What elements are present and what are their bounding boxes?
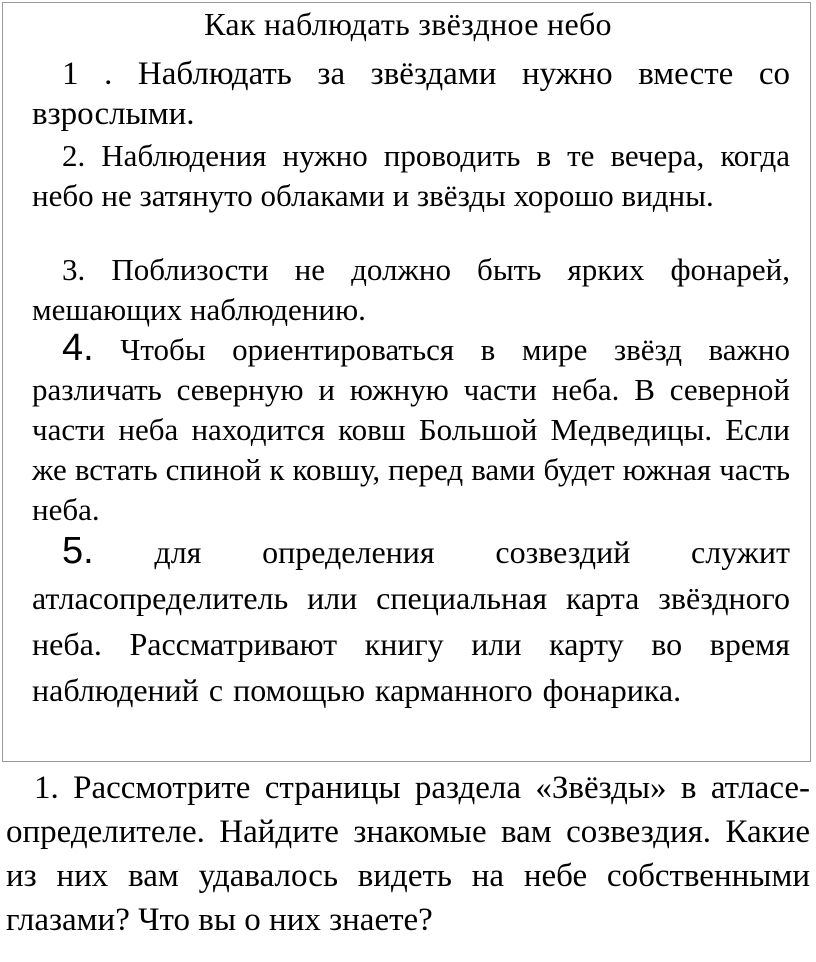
task-text: Рассмотрите страницы раздела «Звёзды» в атласе-определителе. Найдите знакомые вам созвездия. Какие из них вам удавалось видеть на небе собственными глазами? Что вы о них знаете? xyxy=(6,770,811,938)
rule-text: Чтобы ориентироваться в мире звёзд важно различать северную и южную части неба. В северной части неба находится ковш Большой Медведицы. Если же встать спиной к ковшу, перед вами будет южная часть неба. xyxy=(32,332,790,527)
rule-text: для определения созвездий служит атласопределитель или специальная карта звёздного неба. Рассматривают книгу или карту во время наблюдений с помощью карманного фонарика. xyxy=(32,534,790,708)
rule-number: 5. xyxy=(62,530,94,572)
rule-item-2 xyxy=(32,136,790,216)
rule-text: Наблюдения нужно проводить в те вечера, когда небо не затянуто облаками и звёзды хорошо видны. xyxy=(32,138,791,213)
rule-item-5 xyxy=(32,528,790,713)
rule-number: 2. xyxy=(62,138,86,173)
rule-text: Наблюдать за звёздами нужно вместе со взрослыми. xyxy=(32,56,791,132)
rule-number: 3. xyxy=(62,252,86,287)
rule-item-1 xyxy=(32,54,790,134)
rule-text: Поблизости не должно быть ярких фонарей, мешающих наблюдению. xyxy=(32,252,790,327)
rule-item-4 xyxy=(32,328,790,530)
rule-item-3 xyxy=(32,250,790,330)
task-number: 1. xyxy=(34,770,59,806)
rule-number: 4. xyxy=(62,327,94,369)
page-title: Как наблюдать звёздное небо xyxy=(204,6,612,42)
task-paragraph xyxy=(6,766,810,942)
rule-number: 1 . xyxy=(62,56,113,92)
